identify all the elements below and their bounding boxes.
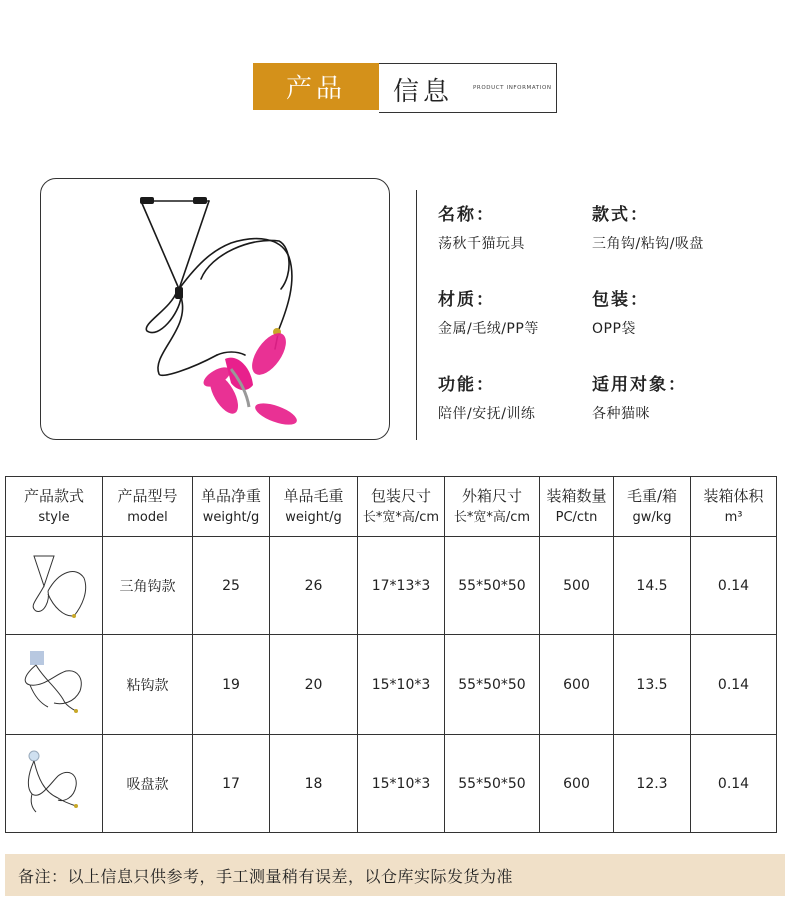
style-thumbnail-cell	[6, 537, 103, 635]
spec-table	[5, 476, 777, 833]
disclaimer-note	[5, 854, 785, 896]
header-cell: 装箱数量 PC/ctn	[540, 477, 614, 537]
material-label: 材质：	[438, 290, 495, 310]
stopper	[175, 287, 183, 299]
header-cell: 装箱体积 m³	[691, 477, 777, 537]
header-border-top	[379, 63, 556, 64]
target-value: 各种猫咪	[592, 406, 650, 422]
style-thumbnail-cell	[6, 635, 103, 735]
header-border-bottom	[379, 112, 556, 113]
pack-size-cell: 15*10*3	[358, 735, 445, 833]
hook-clip-right	[193, 197, 207, 204]
name-label: 名称：	[438, 205, 495, 225]
header-cell: 产品款式 style	[6, 477, 103, 537]
header-subtitle: PRODUCT INFORMATION	[473, 85, 552, 91]
gross-weight-cell: 26	[270, 537, 358, 635]
section-header	[253, 63, 558, 113]
gross-weight-cell: 18	[270, 735, 358, 833]
suction-cup-thumbnail	[14, 744, 94, 824]
model-cell: 吸盘款	[103, 735, 193, 833]
carton-size-cell: 55*50*50	[445, 635, 540, 735]
table-header-row	[6, 477, 777, 537]
triangle-hook-thumbnail	[14, 546, 94, 626]
package-label: 包装：	[592, 290, 649, 310]
carton-weight-cell: 12.3	[614, 735, 691, 833]
style-value: 三角钩/粘钩/吸盘	[592, 236, 704, 252]
pack-size-cell: 17*13*3	[358, 537, 445, 635]
net-weight-cell: 19	[193, 635, 270, 735]
volume-cell: 0.14	[691, 537, 777, 635]
carton-size-cell: 55*50*50	[445, 537, 540, 635]
pack-size-cell: 15*10*3	[358, 635, 445, 735]
target-label: 适用对象：	[592, 375, 687, 395]
header-border-right	[556, 63, 557, 113]
product-image-frame	[40, 178, 390, 440]
name-value: 荡秋千猫玩具	[438, 236, 525, 252]
header-title-box	[379, 63, 557, 110]
net-weight-cell: 25	[193, 537, 270, 635]
table-row	[6, 735, 777, 833]
style-thumbnail-cell	[6, 735, 103, 833]
package-value: OPP袋	[592, 321, 636, 337]
header-cell: 毛重/箱 gw/kg	[614, 477, 691, 537]
quantity-cell: 600	[540, 635, 614, 735]
info-divider	[416, 190, 417, 440]
header-cell: 外箱尺寸 长*宽*高/cm	[445, 477, 540, 537]
volume-cell: 0.14	[691, 635, 777, 735]
material-value: 金属/毛绒/PP等	[438, 321, 539, 337]
carton-size-cell: 55*50*50	[445, 735, 540, 833]
function-label: 功能：	[438, 375, 495, 395]
gross-weight-cell: 20	[270, 635, 358, 735]
header-cell: 单品毛重 weight/g	[270, 477, 358, 537]
header-title: 信息	[393, 77, 454, 107]
quantity-cell: 500	[540, 537, 614, 635]
carton-weight-cell: 13.5	[614, 635, 691, 735]
net-weight-cell: 17	[193, 735, 270, 833]
model-cell: 三角钩款	[103, 537, 193, 635]
header-cell: 产品型号 model	[103, 477, 193, 537]
volume-cell: 0.14	[691, 735, 777, 833]
hook-clip-left	[140, 197, 154, 204]
disclaimer-text: 备注：以上信息只供参考，手工测量稍有误差，以仓库实际发货为准	[18, 866, 514, 886]
table-row	[6, 537, 777, 635]
quantity-cell: 600	[540, 735, 614, 833]
model-cell: 粘钩款	[103, 635, 193, 735]
product-image	[41, 179, 389, 439]
sticky-hook-thumbnail	[14, 645, 94, 725]
header-cell: 单品净重 weight/g	[193, 477, 270, 537]
carton-weight-cell: 14.5	[614, 537, 691, 635]
table-row	[6, 635, 777, 735]
header-cell: 包装尺寸 长*宽*高/cm	[358, 477, 445, 537]
header-title-highlight: 产品	[253, 63, 379, 110]
function-value: 陪伴/安抚/训练	[438, 406, 536, 422]
style-label: 款式：	[592, 205, 649, 225]
